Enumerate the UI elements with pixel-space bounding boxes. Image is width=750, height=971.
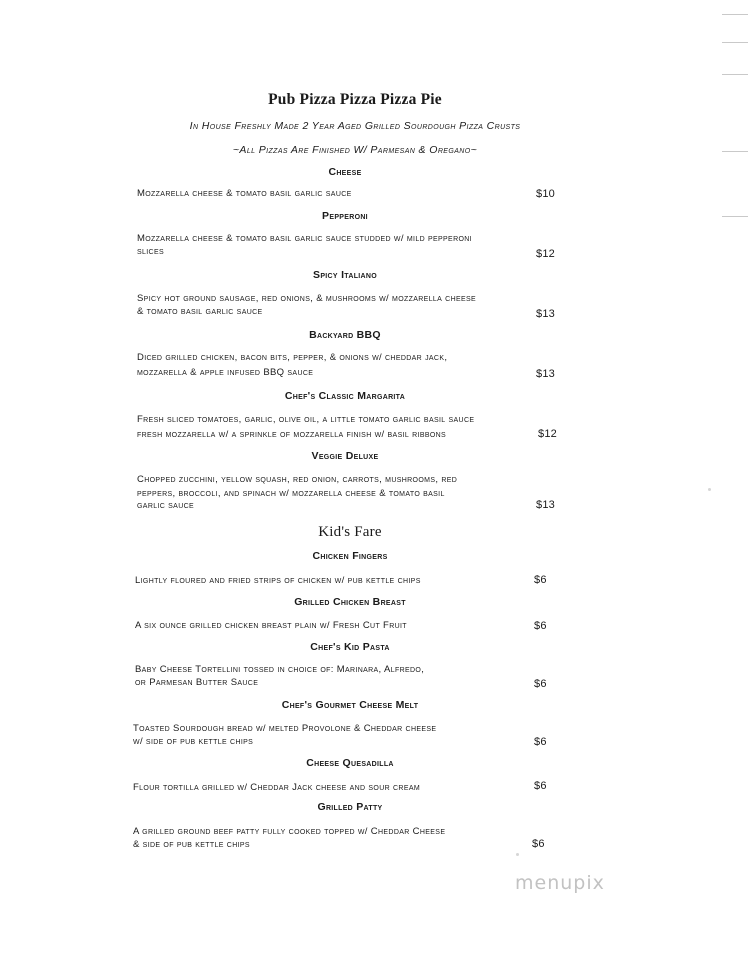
item-description: A grilled ground beef patty fully cooked topped w/ Cheddar Cheese [133, 826, 446, 837]
item-description: Toasted Sourdough bread w/ melted Provolone & Cheddar cheese [133, 723, 437, 734]
item-heading: Chef's Gourmet Cheese Melt [281, 699, 419, 711]
menupix-watermark: menupix [515, 872, 605, 894]
item-description: garlic sauce [137, 500, 195, 511]
item-description: or Parmesan Butter Sauce [135, 677, 259, 688]
section-title-kids: Kid's Fare [318, 524, 382, 540]
menu-subtitle-finish: ~All Pizzas Are Finished W/ Parmesan & Oregano~ [232, 144, 478, 156]
menu-title: Pub Pizza Pizza Pizza Pie [268, 91, 442, 108]
scan-edge-mark [722, 216, 748, 217]
item-heading: Cheese Quesadilla [306, 757, 394, 769]
item-description: Spicy hot ground sausage, red onions, & mushrooms w/ mozzarella cheese [137, 293, 477, 304]
item-heading: Grilled Chicken Breast [294, 596, 406, 608]
item-price: $12 [536, 248, 555, 260]
item-description: fresh mozzarella w/ a sprinkle of mozzarella finish w/ basil ribbons [137, 429, 447, 440]
item-description: Mozzarella cheese & tomato basil garlic sauce studded w/ mild pepperoni [137, 233, 472, 244]
scan-edge-mark [722, 42, 748, 43]
item-heading: Chicken Fingers [312, 550, 388, 562]
item-price: $12 [538, 428, 557, 440]
item-description: mozzarella & apple infused BBQ sauce [137, 367, 314, 378]
item-description: & tomato basil garlic sauce [137, 306, 263, 317]
item-heading: Cheese [328, 166, 362, 178]
item-price: $13 [536, 368, 555, 380]
scan-edge-mark [722, 151, 748, 152]
item-heading: Chef's Kid Pasta [310, 641, 390, 653]
scan-speck [708, 488, 711, 491]
item-heading: Chef's Classic Margarita [284, 390, 406, 402]
item-heading: Grilled Patty [317, 801, 383, 813]
item-description: Flour tortilla grilled w/ Cheddar Jack cheese and sour cream [133, 782, 421, 793]
item-price: $10 [536, 188, 555, 200]
item-price: $6 [534, 678, 547, 690]
item-heading: Pepperoni [322, 210, 368, 222]
item-description: A six ounce grilled chicken breast plain w/ Fresh Cut Fruit [135, 620, 407, 631]
menu-subtitle-crust: In House Freshly Made 2 Year Aged Grilled Sourdough Pizza Crusts [189, 120, 521, 132]
item-price: $6 [534, 736, 547, 748]
item-description: Lightly floured and fried strips of chicken w/ pub kettle chips [135, 575, 421, 586]
scan-edge-mark [722, 14, 748, 15]
item-price: $13 [536, 499, 555, 511]
item-price: $6 [532, 838, 545, 850]
item-price: $6 [534, 620, 547, 632]
item-heading: Spicy Italiano [313, 269, 377, 281]
item-description: Diced grilled chicken, bacon bits, pepper, & onions w/ cheddar jack, [137, 352, 448, 363]
item-description: Fresh sliced tomatoes, garlic, olive oil, a little tomato garlic basil sauce [137, 414, 475, 425]
scan-edge-mark [722, 74, 748, 75]
item-price: $13 [536, 308, 555, 320]
item-description: w/ side of pub kettle chips [133, 736, 254, 747]
item-description: Baby Cheese Tortellini tossed in choice of: Marinara, Alfredo, [135, 664, 425, 675]
item-price: $6 [534, 574, 547, 586]
item-description: Mozzarella cheese & tomato basil garlic sauce [137, 188, 352, 199]
item-heading: Backyard BBQ [309, 329, 381, 341]
item-description: slices [137, 246, 164, 257]
scan-speck [516, 853, 519, 856]
item-description: Chopped zucchini, yellow squash, red onion, carrots, mushrooms, red [137, 474, 458, 485]
item-description: peppers, broccoli, and spinach w/ mozzarella cheese & tomato basil [137, 488, 445, 499]
item-heading: Veggie Deluxe [311, 450, 379, 462]
item-price: $6 [534, 780, 547, 792]
item-description: & side of pub kettle chips [133, 839, 250, 850]
